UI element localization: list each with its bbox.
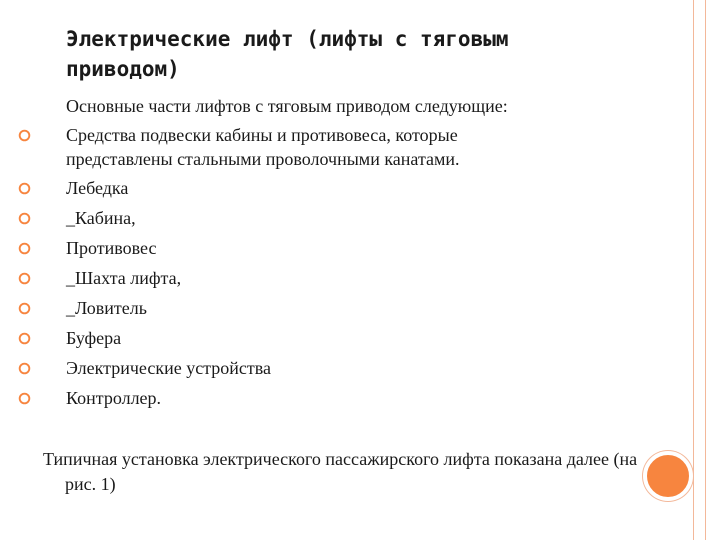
footer-caption: Типичная установка электрического пассажирского лифта показана далее (на рис. 1)	[43, 449, 638, 494]
bullet-ring-icon	[18, 212, 31, 225]
bullet-ring-icon	[18, 242, 31, 255]
bullet-text: Средства подвески кабины и противовеса, которые	[66, 125, 458, 145]
bullet-text: Лебедка	[66, 178, 129, 198]
bullet-text: Противовес	[66, 238, 157, 258]
bullet-text: _Ловитель	[66, 298, 147, 318]
intro-text: Основные части лифтов с тяговым приводом следующие:	[66, 96, 508, 116]
frame-line-left	[693, 0, 694, 540]
bullet-text: Контроллер.	[66, 388, 162, 408]
bullet-text: Электрические устройства	[66, 358, 272, 378]
bullet-text-continued: представлены стальными проволочными канатами.	[66, 149, 460, 169]
bullet-text: _Кабина,	[66, 208, 136, 228]
bullet-ring-icon	[18, 392, 31, 405]
bullet-ring-icon	[18, 302, 31, 315]
slide-title: Электрические лифт (лифты с тяговым приводом)	[66, 27, 509, 81]
bullet-ring-icon	[18, 129, 31, 142]
bullet-ring-icon	[18, 272, 31, 285]
bullet-text: _Шахта лифта,	[66, 268, 182, 288]
frame-line-right	[705, 0, 706, 540]
bullet-text: Буфера	[66, 328, 122, 348]
bullet-ring-icon	[18, 182, 31, 195]
bullet-ring-icon	[18, 362, 31, 375]
bullet-ring-icon	[18, 332, 31, 345]
